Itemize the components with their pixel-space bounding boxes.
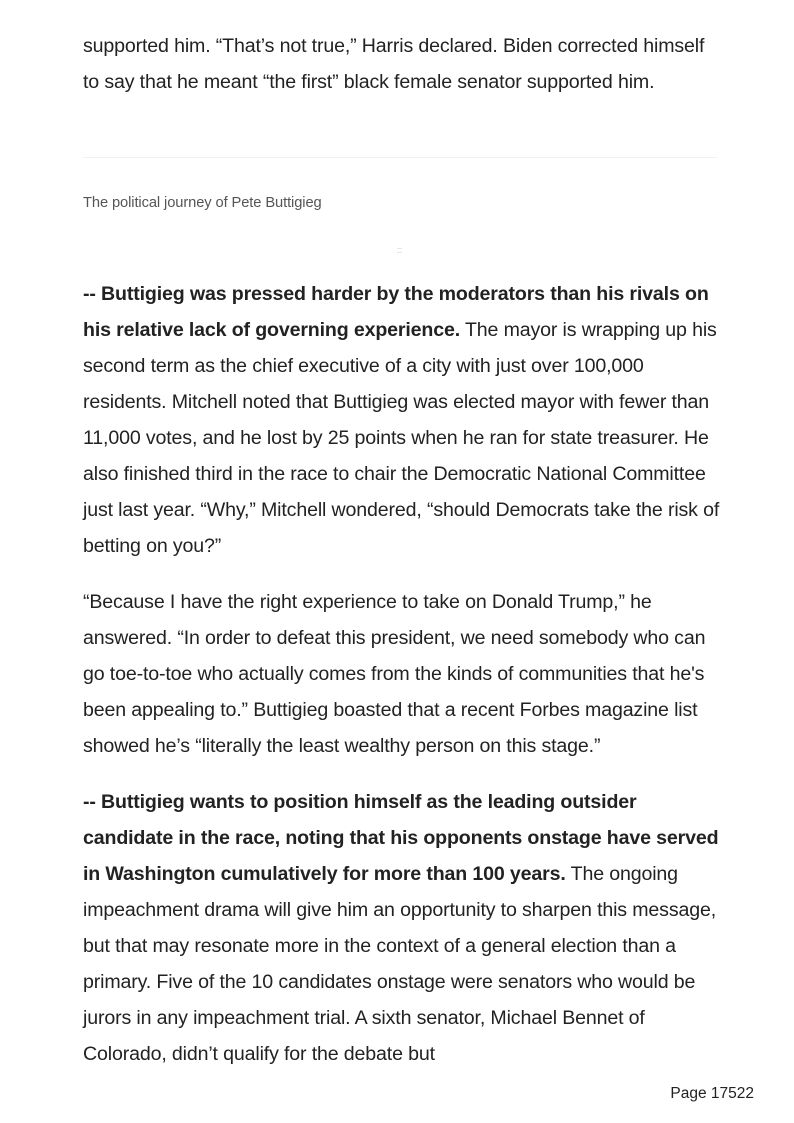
paragraph-quote	[83, 584, 723, 764]
paragraph-outsider	[83, 784, 723, 1072]
paragraph-experience-text: The mayor is wrapping up his second term as the chief executive of a city with just over 100,000 residents. Mitchell noted that Buttigieg was elected mayor with fewer than 11,000 votes, and he lost by 25 points when he ran for state treasurer. He also finished third in the race to chair the Democratic National Committee just last year. “Why,” Mitchell wondered, “should Democrats take the risk of betting on you?”	[83, 319, 720, 557]
page-number: Page 17522	[670, 1085, 754, 1102]
paragraph-experience-lead: -- Buttigieg was pressed harder by the moderators than his rivals on his relative lack of governing experience.	[83, 283, 709, 341]
top-paragraph-text: supported him. “That’s not true,” Harris declared. Biden corrected himself to say that he meant “the first” black female senator supported him.	[83, 35, 705, 93]
section-divider	[83, 157, 717, 158]
image-caption: The political journey of Pete Buttigieg	[83, 195, 322, 211]
top-paragraph-block	[83, 28, 723, 100]
paragraph-outsider-text: The ongoing impeachment drama will give him an opportunity to sharpen this message, but that may resonate more in the context of a general election than a primary. Five of the 10 candidates onstage were senators who would be jurors in any impeachment trial. A sixth senator, Michael Bennet of Colorado, didn’t qualify for the debate but	[83, 863, 716, 1065]
paragraph-experience	[83, 276, 723, 564]
embed-placeholder-icon	[397, 248, 402, 253]
article-body	[83, 276, 723, 1072]
top-paragraph	[83, 28, 723, 100]
paragraph-outsider-lead: -- Buttigieg wants to position himself as the leading outsider candidate in the race, noting that his opponents onstage have served in Washington cumulatively for more than 100 years.	[83, 791, 719, 885]
paragraph-quote-text: “Because I have the right experience to take on Donald Trump,” he answered. “In order to defeat this president, we need somebody who can go toe-to-toe who actually comes from the kinds of communities that he's been appealing to.” Buttigieg boasted that a recent Forbes magazine list showed he’s “literally the least wealthy person on this stage.”	[83, 591, 706, 757]
